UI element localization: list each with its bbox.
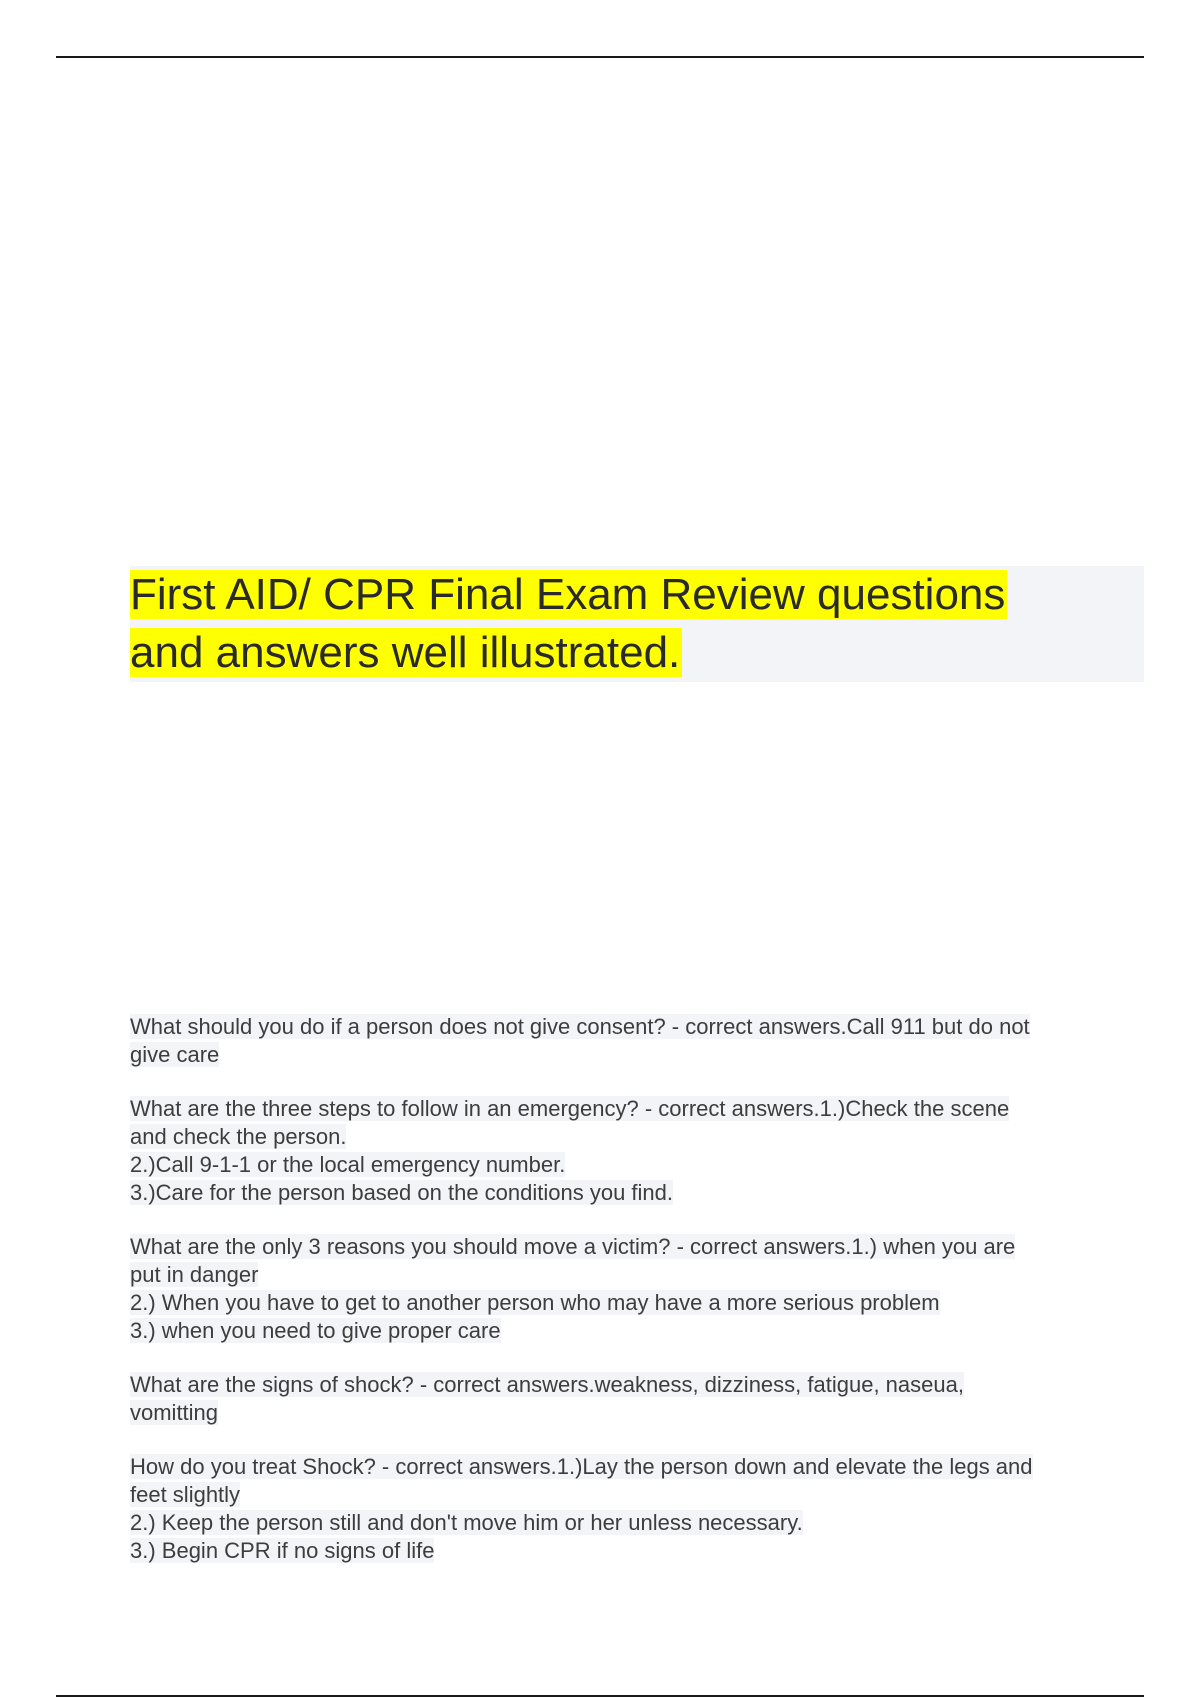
qa-item-treat-shock (130, 1453, 1130, 1565)
qa-line: put in danger (130, 1262, 259, 1287)
qa-item-shock-signs (130, 1371, 1130, 1427)
qa-item-consent (130, 1013, 1130, 1069)
qa-line: How do you treat Shock? - correct answers.1.)Lay the person down and elevate the legs and (130, 1454, 1033, 1479)
qa-line: feet slightly (130, 1482, 241, 1507)
qa-line: 2.) When you have to get to another person who may have a more serious problem (130, 1290, 940, 1315)
qa-line: What are the only 3 reasons you should move a victim? - correct answers.1.) when you are (130, 1234, 1016, 1259)
title-block (130, 566, 1144, 682)
title-line-1: First AID/ CPR Final Exam Review questions (130, 570, 1006, 619)
qa-line: and check the person. (130, 1124, 347, 1149)
header-rule (56, 56, 1144, 58)
qa-line: What are the signs of shock? - correct answers.weakness, dizziness, fatigue, naseua, (130, 1372, 964, 1397)
qa-line: give care (130, 1042, 220, 1067)
qa-line: What should you do if a person does not give consent? - correct answers.Call 911 but do not (130, 1014, 1030, 1039)
qa-item-move-victim (130, 1233, 1130, 1345)
document-title (130, 566, 1144, 682)
qa-line: 3.)Care for the person based on the conditions you find. (130, 1180, 674, 1205)
title-line-2: and answers well illustrated. (130, 628, 681, 677)
qa-line: What are the three steps to follow in an emergency? - correct answers.1.)Check the scene (130, 1096, 1010, 1121)
qa-line: 2.) Keep the person still and don't move him or her unless necessary. (130, 1510, 803, 1535)
qa-line: 2.)Call 9-1-1 or the local emergency number. (130, 1152, 566, 1177)
qa-line: 3.) when you need to give proper care (130, 1318, 501, 1343)
qa-line: vomitting (130, 1400, 219, 1425)
qa-list (130, 1013, 1130, 1591)
qa-line: 3.) Begin CPR if no signs of life (130, 1538, 435, 1563)
qa-item-emergency-steps (130, 1095, 1130, 1207)
footer-rule (56, 1695, 1144, 1697)
